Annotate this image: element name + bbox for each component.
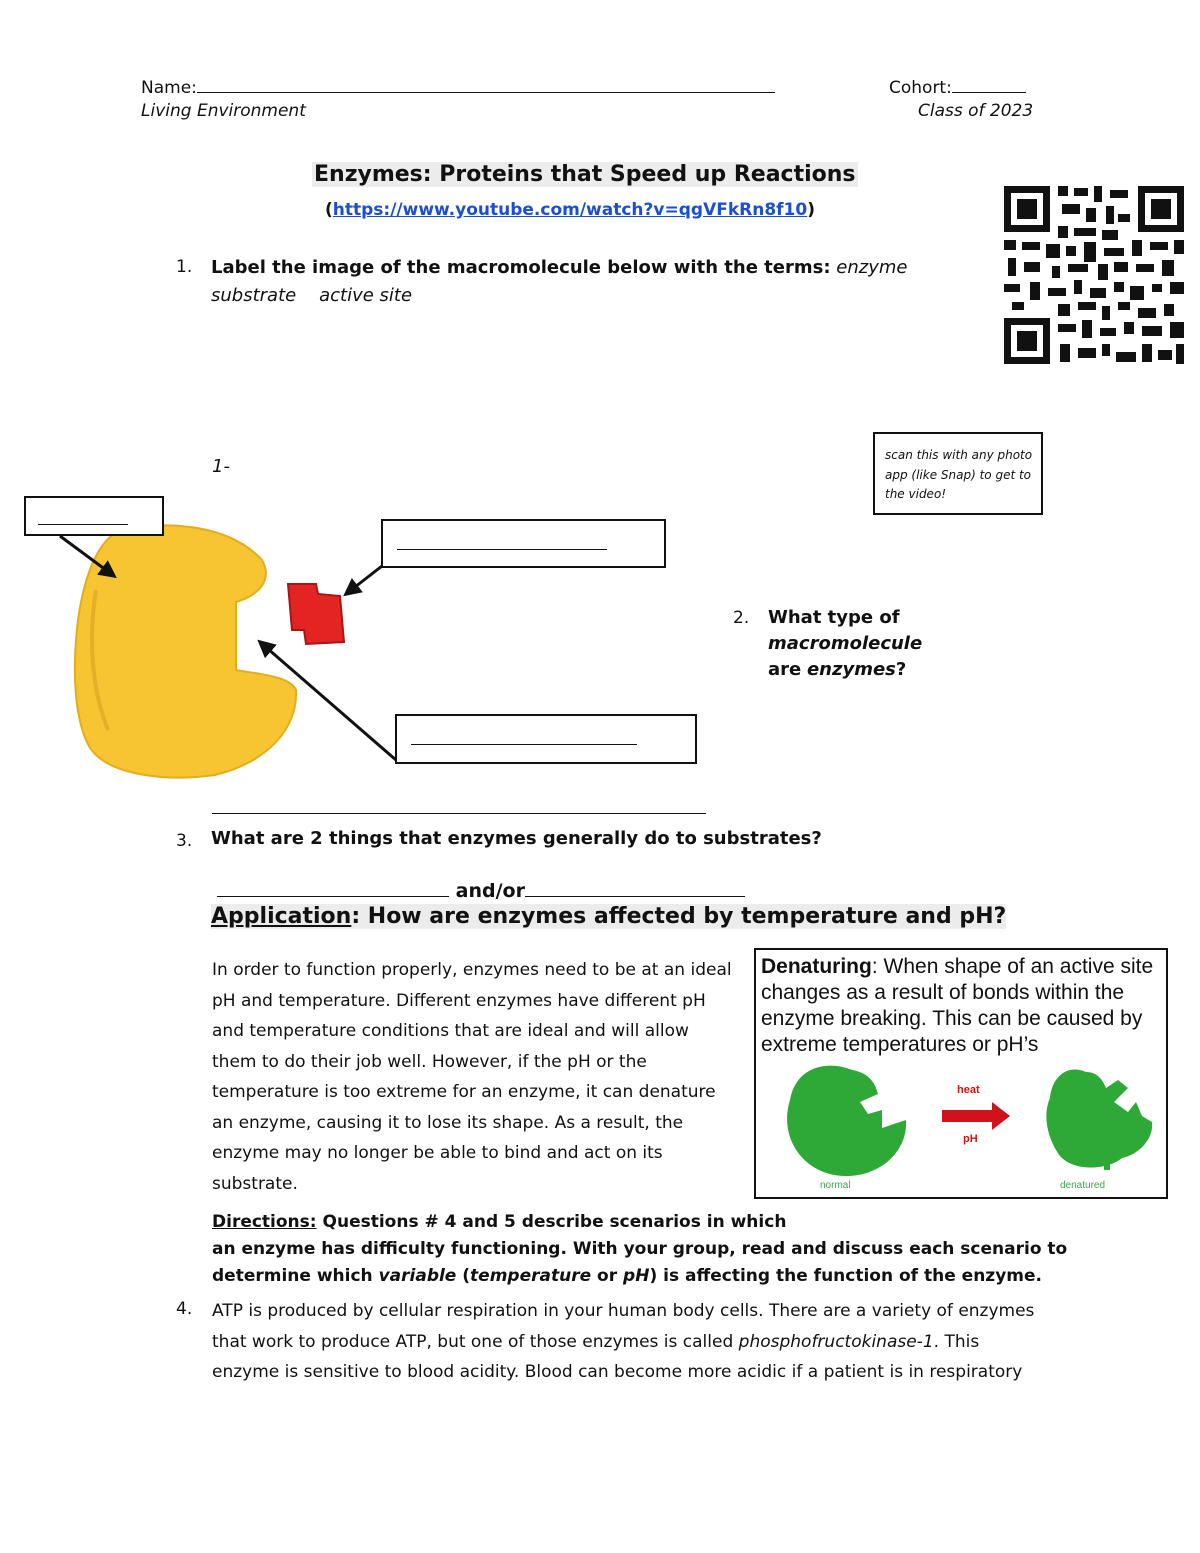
enzyme-shape xyxy=(75,525,296,777)
page-title-text: Enzymes: Proteins that Speed up Reactions xyxy=(314,162,856,187)
q2-text-b: macromolecule xyxy=(768,633,923,654)
q2-text-e: ? xyxy=(895,659,907,680)
denatured-label: denatured xyxy=(1060,1180,1106,1191)
definition-line: : When shape of an active site xyxy=(871,955,1154,978)
qr-code-icon[interactable] xyxy=(1002,184,1186,366)
name-blank[interactable] xyxy=(197,74,775,93)
q1-marker: 1- xyxy=(212,456,230,477)
q3-and-or: and/or xyxy=(455,880,525,902)
term-active-site: active site xyxy=(319,285,413,306)
q3-number: 3. xyxy=(176,831,193,851)
paragraph-line: In order to function properly, enzymes need to be at an ideal xyxy=(212,960,732,980)
paragraph-line: pH and temperature. Different enzymes have different pH xyxy=(212,990,706,1011)
video-link[interactable]: https://www.youtube.com/watch?v=qgVFkRn8f10 xyxy=(332,200,808,220)
q1-prompt-text: Label the image of the macromolecule below with the terms: xyxy=(211,257,831,278)
application-rest: : How are enzymes affected by temperature and pH? xyxy=(351,904,1007,929)
application-label: Application xyxy=(211,904,352,929)
directions-label: Directions: xyxy=(212,1212,317,1232)
label-box-enzyme[interactable] xyxy=(24,496,164,536)
q3-answer-row xyxy=(217,876,745,902)
directions-text: ( xyxy=(462,1266,471,1286)
heat-ph-arrow-icon xyxy=(942,1102,1010,1130)
q3-blank-2[interactable] xyxy=(525,876,745,897)
q4-text xyxy=(212,1296,1112,1388)
q2-answer-line[interactable] xyxy=(212,813,706,814)
q2-text-c: are xyxy=(768,659,802,680)
cohort-label: Cohort: xyxy=(889,78,952,98)
term-enzyme: enzyme xyxy=(836,257,908,278)
definition-line: extreme temperatures or pH’s xyxy=(761,1033,1039,1056)
paragraph-line: temperature is too extreme for an enzyme, it can denature xyxy=(212,1082,716,1102)
normal-label: normal xyxy=(820,1180,851,1191)
qr-note-text: scan this with any photo app (like Snap) to get to the video! xyxy=(885,448,1033,501)
name-label: Name: xyxy=(141,78,197,98)
denaturing-term: Denaturing xyxy=(761,955,872,978)
video-close-paren: ) xyxy=(807,200,815,220)
name-field xyxy=(141,74,775,98)
directions-line-2: an enzyme has difficulty functioning. With your group, read and discuss each scenario to xyxy=(212,1239,1068,1259)
q2-text-a: What type of xyxy=(768,607,900,628)
q2-number: 2. xyxy=(733,608,750,628)
class-year: Class of 2023 xyxy=(918,101,1034,121)
directions-text: determine which xyxy=(212,1266,373,1286)
denaturing-box xyxy=(754,948,1168,1199)
directions-variable: variable xyxy=(378,1266,457,1286)
denaturing-diagram xyxy=(756,1058,1166,1198)
paragraph-line: and temperature conditions that are ideal and will allow xyxy=(212,1021,689,1041)
q3-prompt: What are 2 things that enzymes generally do to substrates? xyxy=(211,828,822,849)
page-title xyxy=(312,162,858,187)
q4-number: 4. xyxy=(176,1299,193,1319)
substrate-shape xyxy=(288,584,344,644)
video-open-paren: ( xyxy=(325,200,333,220)
application-heading xyxy=(211,904,1006,929)
ph-label: pH xyxy=(963,1133,978,1145)
directions xyxy=(212,1209,1072,1290)
denatured-enzyme-icon xyxy=(1046,1070,1152,1168)
q4-text-c: . This xyxy=(933,1331,980,1352)
q4-text-a: that work to produce ATP, but one of those enzymes is called xyxy=(212,1331,734,1352)
paragraph-line: enzyme may no longer be able to bind and act on its xyxy=(212,1143,663,1163)
q4-enzyme-name: phosphofructokinase-1 xyxy=(738,1331,934,1352)
q2-text-d: enzymes xyxy=(806,659,896,680)
paragraph-line: an enzyme, causing it to lose its shape. As a result, the xyxy=(212,1112,684,1133)
label-box-substrate[interactable] xyxy=(381,519,666,568)
directions-line-1 xyxy=(212,1209,1072,1236)
q4-line-2 xyxy=(212,1327,1112,1358)
cohort-blank[interactable] xyxy=(952,74,1026,93)
directions-text: or xyxy=(597,1266,618,1286)
paragraph-line: substrate. xyxy=(212,1173,298,1194)
label-box-active-site[interactable] xyxy=(395,714,697,764)
q2-prompt xyxy=(768,605,1038,683)
definition-line: enzyme breaking. This can be caused by xyxy=(761,1007,1143,1030)
course-name: Living Environment xyxy=(141,101,306,121)
directions-text: ) is affecting the function of the enzyme. xyxy=(649,1266,1042,1286)
heat-label: heat xyxy=(957,1084,980,1096)
q4-line-3: enzyme is sensitive to blood acidity. Blood can become more acidic if a patient is in respiratory xyxy=(212,1362,1023,1382)
definition-line: changes as a result of bonds within the xyxy=(761,981,1125,1004)
directions-temperature: temperature xyxy=(470,1266,592,1286)
paragraph-line: them to do their job well. However, if the pH or the xyxy=(212,1051,647,1072)
q3-blank-1[interactable] xyxy=(217,876,449,897)
directions-text-1: Questions # 4 and 5 describe scenarios in which xyxy=(322,1212,787,1232)
directions-ph: pH xyxy=(623,1266,650,1286)
q1-prompt xyxy=(211,254,911,310)
q1-number: 1. xyxy=(176,257,193,277)
denaturing-definition xyxy=(761,954,1165,1058)
application-paragraph xyxy=(212,955,752,1199)
cohort-field xyxy=(889,74,1026,98)
term-substrate: substrate xyxy=(211,285,297,306)
normal-enzyme-icon xyxy=(787,1066,906,1176)
qr-note-box xyxy=(873,432,1043,515)
q4-line-1: ATP is produced by cellular respiration in your human body cells. There are a variety of enzymes xyxy=(212,1301,1035,1321)
directions-line-3 xyxy=(212,1263,1072,1290)
video-link-row xyxy=(325,200,815,220)
